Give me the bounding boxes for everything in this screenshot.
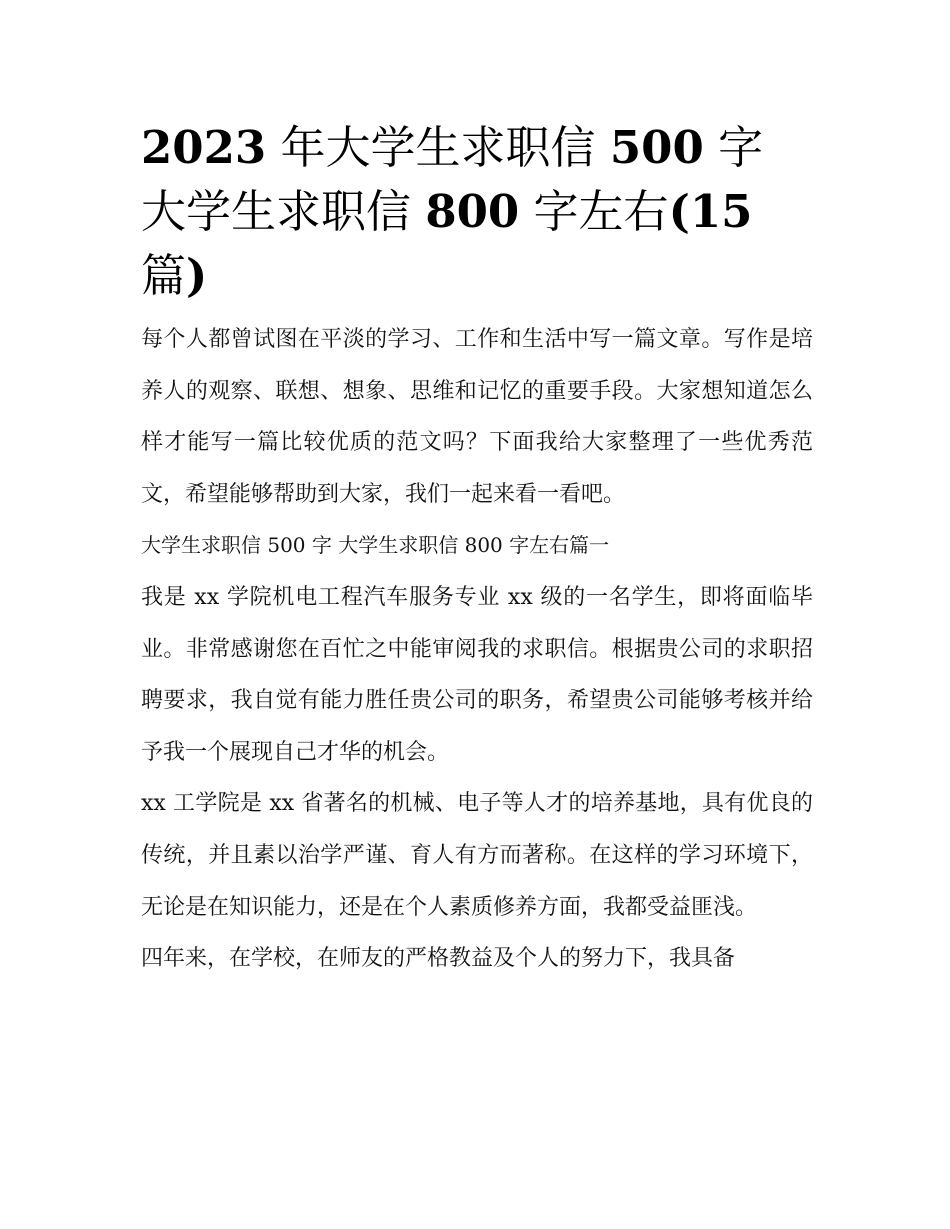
title-fragment: )	[186, 249, 208, 302]
title-line-3	[141, 244, 813, 308]
title-fragment: 篇	[141, 249, 187, 302]
section-heading: 大学生求职信 500 字 大学生求职信 800 字左右篇一	[141, 533, 610, 558]
document-body	[141, 116, 813, 985]
title-fragment: 字	[703, 121, 764, 174]
title-fragment: (15	[668, 185, 753, 238]
title-line-1	[141, 116, 813, 180]
title-line-2	[141, 180, 813, 244]
intro-paragraph: 每个人都曾试图在平淡的学习、工作和生活中写一篇文章。写作是培养人的观察、联想、想象、思维和记忆的重要手段。大家想知道怎么样才能写一篇比较优质的范文吗？下面我给大家整理了一些优秀范文，希望能够帮助到大家，我们一起来看一看吧。	[141, 327, 813, 507]
title-fragment: 500	[609, 121, 704, 174]
body-paragraph: 我是 xx 学院机电工程汽车服务专业 xx 级的一名学生，即将面临毕业。非常感谢您在百忙之中能审阅我的求职信。根据贵公司的求职招聘要求，我自觉有能力胜任贵公司的职务，希望贵公司能够考核并给予我一个展现自己才华的机会。	[141, 584, 813, 765]
title-fragment: 年大学生求职信	[266, 121, 610, 174]
title-fragment: 大学生求职信	[141, 185, 426, 238]
title-fragment: 字左右	[519, 185, 669, 238]
title-fragment: 800	[425, 185, 520, 238]
body-paragraph: 四年来，在学校，在师友的严格教益及个人的努力下，我具备	[141, 946, 736, 972]
body-paragraph: xx 工学院是 xx 省著名的机械、电子等人才的培养基地，具有优良的传统，并且素以治学严谨、育人有方而著称。在这样的学习环境下，无论是在知识能力，还是在个人素质修养方面，我都受益匪浅。	[141, 791, 813, 920]
document-title	[141, 116, 813, 308]
title-fragment: 2023	[141, 121, 267, 174]
